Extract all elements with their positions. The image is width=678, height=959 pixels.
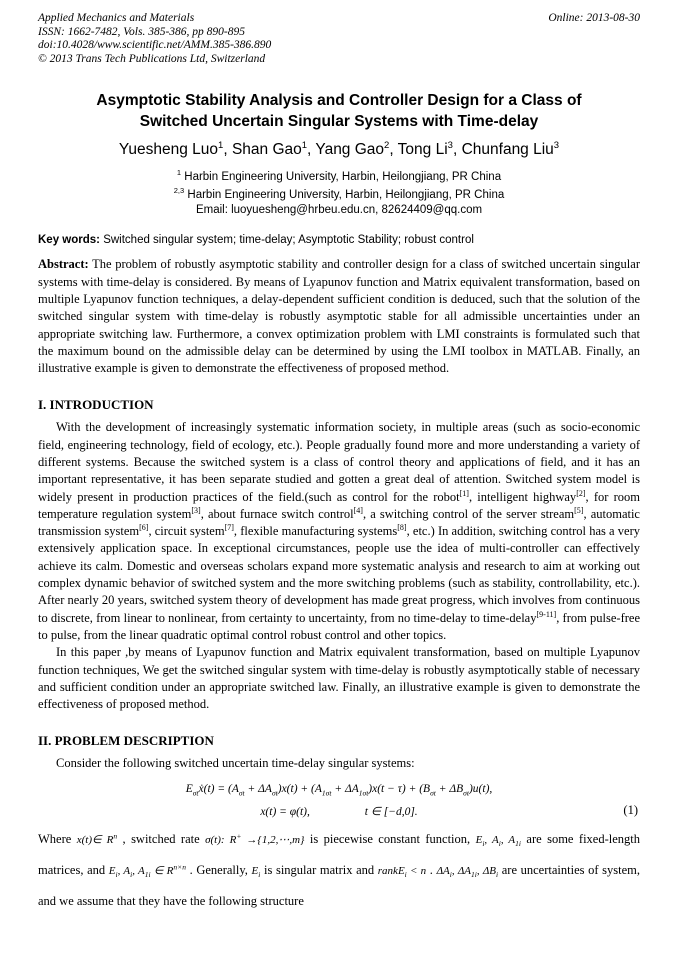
affiliation-1: $^1$ Harbin Engineering University, Harbin, Heilongjiang, PR China <box>176 168 502 183</box>
journal-info-block <box>38 12 271 66</box>
equation-1-line2 <box>38 804 640 818</box>
paper-title-line2: Switched Uncertain Singular Systems with Time-delay <box>139 113 539 130</box>
problem-lead-sentence: Consider the following switched uncertain time-delay singular systems: <box>56 756 415 771</box>
equation-1-domain: t ∈ [−d,0]. <box>364 805 418 818</box>
keywords-label: Key words: <box>38 234 100 247</box>
section-heading-problem-description: II. PROBLEM DESCRIPTION <box>38 733 214 749</box>
keywords-text: Switched singular system; time-delay; Asymptotic Stability; robust control <box>103 234 474 247</box>
where-paragraph: Where x(t)∈ $R^n$ , switched rate σ(t): R+ →{1,2,⋯,m} is piecewise constant function, $E_i$, $A_i$, $A_{1i}$ are some fixed-length matrices, and $E_i$, $A_i$, $A_{1i}$ ∈ $R^{n\times n}$ . Generally, $E_i$ is singular matrix and rankE$_i$ < n . $\Delta A_i$, $\Delta A_{1i}$, $\Delta B_i$ are uncertainties of system, and we assume that they have the following structure <box>38 831 640 908</box>
abstract-label: Abstract: <box>38 257 89 272</box>
journal-title: Applied Mechanics and Materials <box>38 12 195 24</box>
affiliations-block <box>38 166 640 217</box>
equation-1-number: (1) <box>623 802 638 817</box>
introduction-paragraph-1: With the development of increasingly systematic information society, in multiple areas (such as socio-economic field, engineering technology, field of ecology, etc.). People gradually found more and more understanding a variety of different systems. Because the switched system is a class of control theory and applications of field, and it has an important representative, it has been separate studied and gotten a great deal of attention. Switched system model is widely present in production practices of the field.(such as control for the robot[1], intelligent highway[2], for room temperature regulation system[3], about furnace switch control[4], a switching control of the server stream[5], automatic transmission system[6], circuit system[7], flexible manufacturing systems[8], etc.) In addition, switching control has a very extensively application space. In exceptional circumstances, people use the idea of multi-controller can effectively achieve its calm. Domestic and overseas scholars expand more systematic analysis and research to aim at working out complex dynamic behavior of switched system and the more switching problems (such as stability, controllability, etc.). After nearly 20 years, switched system theory of development has made great progress, which involves from continuous to discrete, from linear to nonlinear, from certainty to uncertainty, from no time-delay to time-delay[9-11], from pulse-free to pulse, from the linear quadratic optimal control robust control and other topics. <box>38 420 640 642</box>
keywords-line <box>38 233 640 248</box>
section-heading-introduction: I. INTRODUCTION <box>38 397 154 413</box>
copyright-line: © 2013 Trans Tech Publications Ltd, Switzerland <box>38 52 266 65</box>
paper-title <box>38 90 640 132</box>
paper-title-line1: Asymptotic Stability Analysis and Controller Design for a Class of <box>96 92 582 109</box>
equation-1-line1: $E_{\sigma t}ẋ(t) = (A_{\sigma t} + \Delta A_{\sigma t})x(t) + (A_{1\sigma t} + \Delta A_{1\sigma t})x(t - \tau) + (B_{\sigma t} + \Delta B_{\sigma t})u(t)$, <box>185 782 493 798</box>
email-line: Email: luoyuesheng@hrbeu.edu.cn, 82624409@qq.com <box>195 203 483 216</box>
abstract-text: The problem of robustly asymptotic stability and controller design for a class of switched uncertain singular systems with time-delay is considered. By means of Lyapunov function and Matrix equivalent transformation, based on multiple Lyapunov function techniques, a delay-dependent sufficient condition is deduced, such that the solution of the switched singular system with time-delay is robustly asymptotic stable for all admissible uncertainties under an appropriate switching law. Furthermore, a convex optimization problem with LMI constraints is formulated such that the maximum bound on the admissible delay can be determined by using the LMI toolbox in MATLAB. Finally, an illustrative example is given to demonstrate the effectiveness of proposed method. <box>38 257 640 376</box>
abstract-paragraph <box>38 256 640 377</box>
introduction-paragraph-2: In this paper ,by means of Lyapunov function and Matrix equivalent transformation, based on multiple Lyapunov function techniques, We get the switched singular system with time-delay is robustly asymptotically stable of necessary and sufficient condition under an appropriate switched law. Finally, an illustrative example is given to demonstrate the effectiveness of proposed method. <box>38 645 640 712</box>
running-header <box>38 12 640 66</box>
equation-1 <box>38 783 640 818</box>
affiliation-2: $^{2,3}$ Harbin Engineering University, Harbin, Heilongjiang, PR China <box>173 186 505 202</box>
authors-line: Yuesheng Luo$^1$, Shan Gao$^1$, Yang Gao$^2$, Tong Li$^3$, Chunfang Liu$^3$ <box>118 140 560 159</box>
online-date: Online: 2013-08-30 <box>548 12 640 24</box>
doi-line: doi:10.4028/www.scientific.net/AMM.385-386.890 <box>38 39 272 51</box>
equation-1-initial-condition: x(t) = φ(t), <box>260 805 310 818</box>
issn-line: ISSN: 1662-7482, Vols. 385-386, pp 890-895 <box>38 25 245 38</box>
